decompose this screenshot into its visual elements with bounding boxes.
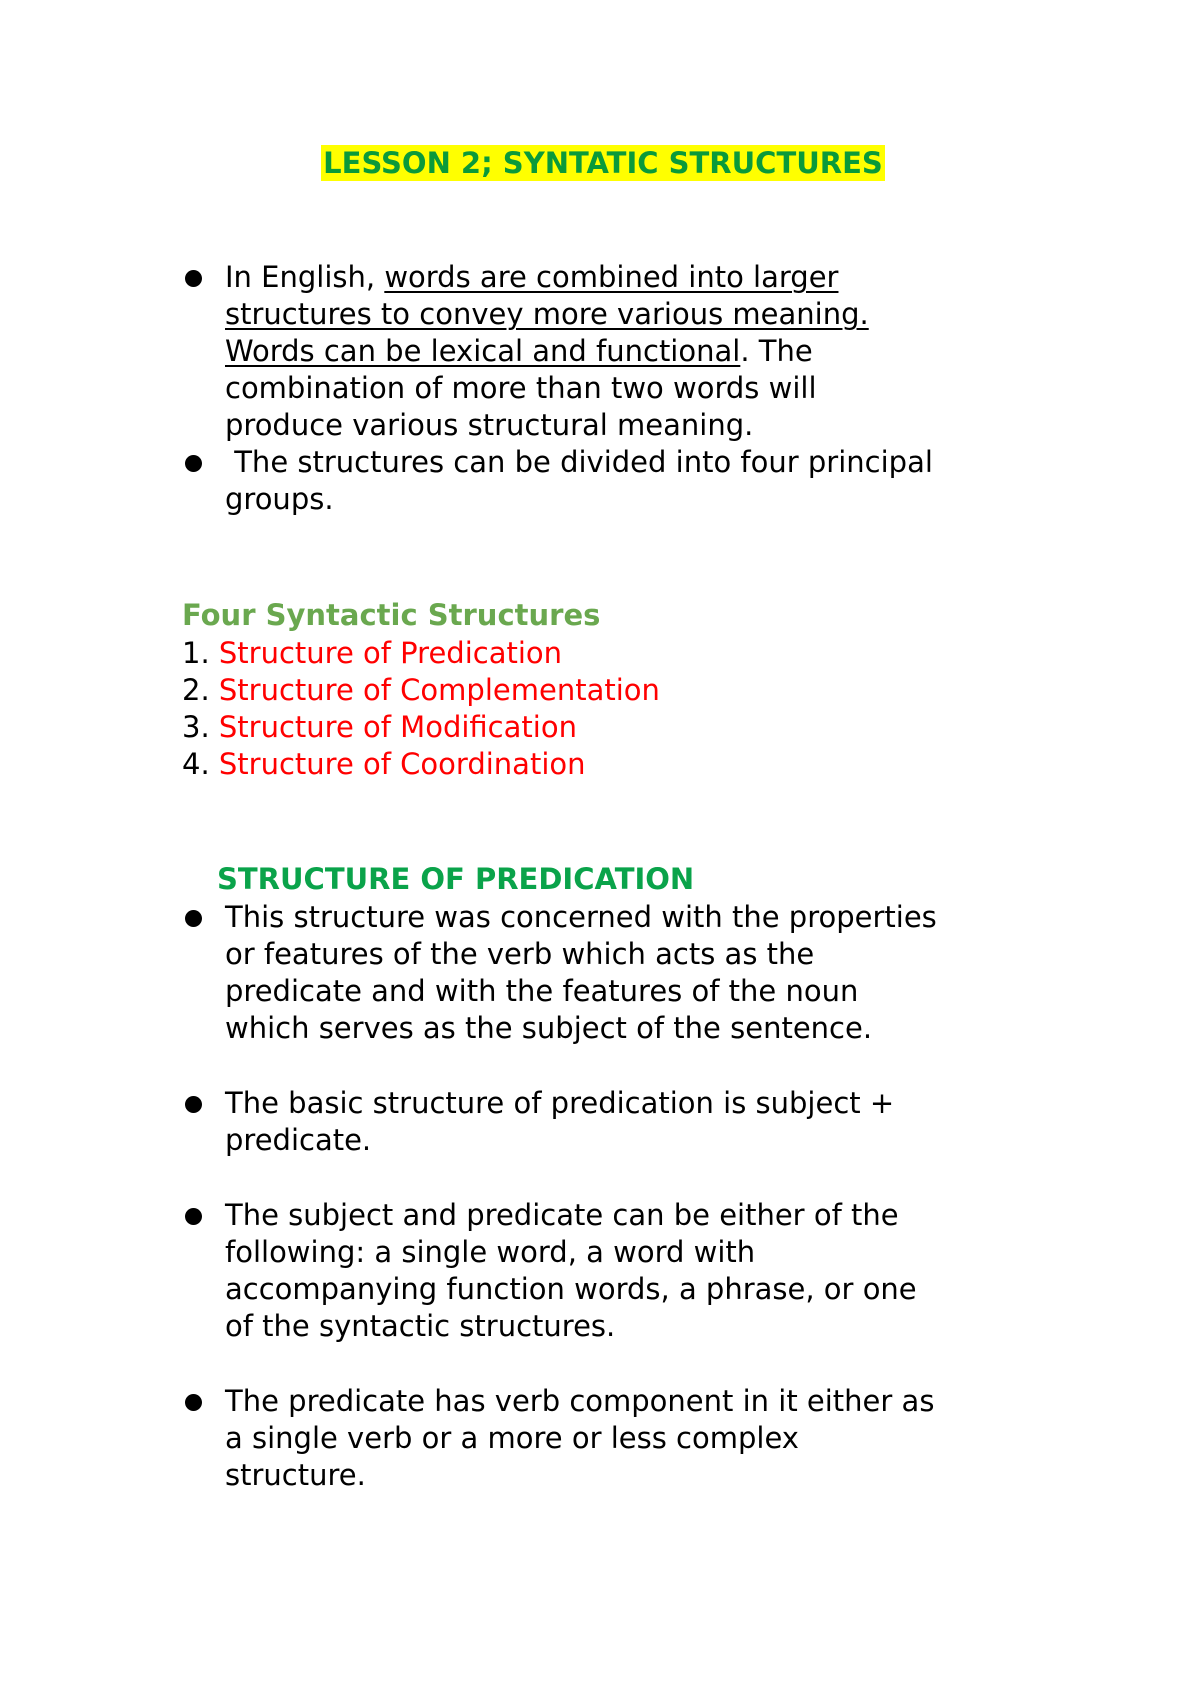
- line: which serves as the subject of the sentence.: [225, 1011, 873, 1045]
- item-number: 2.: [182, 673, 219, 707]
- predication-bullet-3: [182, 1197, 1062, 1345]
- line: combination of more than two words will: [225, 371, 817, 405]
- predication-bullet-2: [182, 1085, 1062, 1159]
- item-label: Structure of Complementation: [218, 673, 660, 707]
- line: following: a single word, a word with: [225, 1235, 756, 1269]
- line: a single verb or a more or less complex: [225, 1421, 799, 1455]
- line: This structure was concerned with the properties: [225, 900, 937, 934]
- bullet-dot-icon: [185, 455, 202, 472]
- line: predicate.: [225, 1123, 372, 1157]
- line: produce various structural meaning.: [225, 408, 754, 442]
- predication-bullet-list: [182, 899, 1062, 1494]
- line: The basic structure of predication is subject +: [225, 1086, 895, 1120]
- item-number: 1.: [182, 636, 219, 670]
- underlined-text: words are combined into larger: [384, 260, 839, 294]
- text: . The: [740, 334, 813, 368]
- line: [225, 296, 1062, 333]
- intro-bullet-1: [182, 259, 1062, 444]
- structure-item-4: [182, 746, 660, 783]
- bullet-dot-icon: [185, 270, 202, 287]
- text: In English,: [225, 260, 385, 294]
- structure-item-2: [182, 672, 660, 709]
- item-label: Structure of Modification: [218, 710, 577, 744]
- lesson-title: LESSON 2; SYNTATIC STRUCTURES: [323, 146, 883, 180]
- intro-bullet-list: [182, 259, 1062, 518]
- structure-item-1: [182, 635, 660, 672]
- line: The subject and predicate can be either of the: [225, 1198, 899, 1232]
- spacer: [182, 1345, 1062, 1383]
- line: The predicate has verb component in it either as: [225, 1384, 935, 1418]
- spacer: [182, 1047, 1062, 1085]
- line: [225, 259, 1062, 296]
- line: groups.: [225, 482, 334, 516]
- bullet-dot-icon: [185, 1208, 202, 1225]
- line: [225, 333, 1062, 370]
- predication-bullet-1: [182, 899, 1062, 1047]
- title-wrapper: [0, 145, 1200, 182]
- bullet-dot-icon: [185, 1394, 202, 1411]
- structure-item-3: [182, 709, 660, 746]
- underlined-text: Words can be lexical and functional: [225, 334, 741, 368]
- four-structures-list: [182, 635, 660, 783]
- line: or features of the verb which acts as the: [225, 937, 815, 971]
- spacer: [182, 1159, 1062, 1197]
- four-structures-heading: Four Syntactic Structures: [182, 598, 601, 632]
- underlined-text: structures to convey more various meaning.: [225, 297, 869, 331]
- line: of the syntactic structures.: [225, 1309, 616, 1343]
- line: accompanying function words, a phrase, or one: [225, 1272, 917, 1306]
- bullet-dot-icon: [185, 1096, 202, 1113]
- bullet-dot-icon: [185, 910, 202, 927]
- predication-heading: STRUCTURE OF PREDICATION: [217, 862, 695, 896]
- item-number: 3.: [182, 710, 219, 744]
- line: structure.: [225, 1458, 366, 1492]
- item-label: Structure of Predication: [218, 636, 563, 670]
- line: The structures can be divided into four principal: [225, 445, 933, 479]
- item-label: Structure of Coordination: [218, 747, 586, 781]
- item-number: 4.: [182, 747, 219, 781]
- line: predicate and with the features of the noun: [225, 974, 859, 1008]
- predication-bullet-4: [182, 1383, 1062, 1494]
- intro-bullet-2: [182, 444, 1062, 518]
